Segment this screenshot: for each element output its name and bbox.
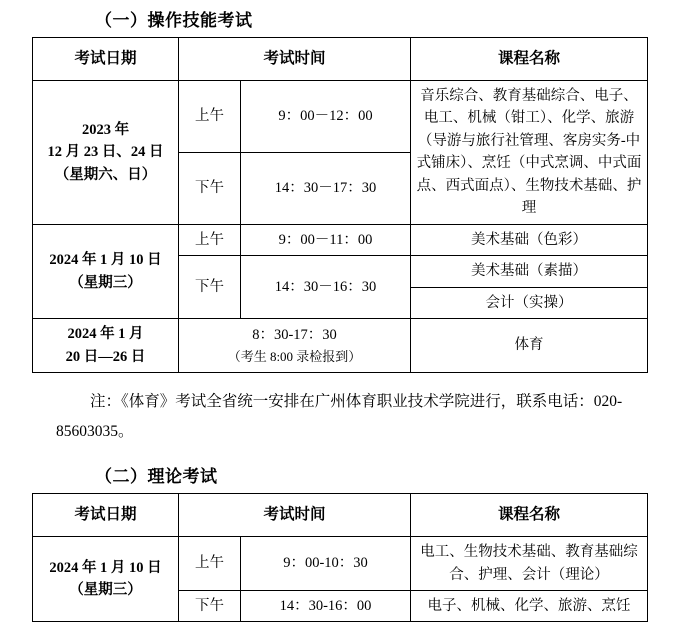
- course-cell: 体育: [411, 319, 648, 373]
- course-cell: 美术基础（色彩）: [411, 224, 648, 255]
- table-row: [33, 537, 648, 591]
- header-exam-time: 考试时间: [179, 38, 411, 81]
- exam-date-line: 2024 年 1 月 10 日: [49, 559, 162, 576]
- time-value-morning: 9：00－11：00: [241, 224, 411, 255]
- exam-date-line: （星期六、日）: [54, 166, 157, 183]
- time-value-morning: 9：00-10：30: [241, 537, 411, 591]
- time-label-afternoon: 下午: [179, 590, 241, 621]
- exam-time-cell: [179, 319, 411, 373]
- table-header-row: [33, 494, 648, 537]
- table-row: [33, 81, 648, 153]
- skills-exam-note: [0, 387, 697, 446]
- time-value-note: （考生 8:00 录检报到）: [227, 348, 362, 364]
- course-cell: 美术基础（素描）: [411, 256, 648, 287]
- exam-date-line: 2023 年: [81, 121, 130, 138]
- exam-date-line: 20 日—26 日: [65, 348, 146, 365]
- document-page: [0, 6, 697, 623]
- exam-date-cell: [33, 81, 179, 225]
- header-course-name: 课程名称: [411, 38, 648, 81]
- table-row: [33, 224, 648, 255]
- table-row: [33, 319, 648, 373]
- exam-date-line: 2024 年 1 月: [67, 326, 144, 343]
- time-label-morning: 上午: [179, 81, 241, 153]
- skills-exam-table: [32, 37, 648, 373]
- time-label-morning: 上午: [179, 224, 241, 255]
- exam-date-cell: [33, 319, 179, 373]
- time-value-main: 8：30-17：30: [252, 327, 337, 344]
- exam-date-line: （星期三）: [69, 582, 142, 599]
- exam-date-line: （星期三）: [69, 274, 142, 291]
- time-label-afternoon: 下午: [179, 256, 241, 319]
- exam-date-line: 2024 年 1 月 10 日: [49, 252, 162, 269]
- header-exam-time: 考试时间: [179, 494, 411, 537]
- course-cell: 会计（实操）: [411, 287, 648, 318]
- time-value-afternoon: 14：30－17：30: [241, 152, 411, 224]
- theory-exam-table: [32, 493, 648, 622]
- header-course-name: 课程名称: [411, 494, 648, 537]
- section-title-theory: （二）理论考试: [95, 467, 218, 487]
- time-value-afternoon: 14：30－16：30: [241, 256, 411, 319]
- time-label-morning: 上午: [179, 537, 241, 591]
- time-label-afternoon: 下午: [179, 152, 241, 224]
- course-cell: 音乐综合、教育基础综合、电子、电工、机械（钳工）、化学、旅游（导游与旅行社管理、客房实务-中式铺床）、烹饪（中式烹调、中式面点、西式面点）、生物技术基础、护理: [411, 81, 648, 225]
- table-header-row: [33, 38, 648, 81]
- exam-date-cell: [33, 537, 179, 622]
- header-exam-date: 考试日期: [33, 38, 179, 81]
- exam-date-line: 12 月 23 日、24 日: [47, 144, 164, 161]
- course-cell: 电工、生物技术基础、教育基础综合、护理、会计（理论）: [411, 537, 648, 591]
- section-title-skills: （一）操作技能考试: [95, 11, 253, 30]
- header-exam-date: 考试日期: [33, 494, 179, 537]
- time-value-morning: 9：00－12：00: [241, 81, 411, 153]
- exam-date-cell: [33, 224, 179, 318]
- time-value-afternoon: 14：30-16：00: [241, 590, 411, 621]
- note-text: 注：《体育》考试全省统一安排在广州体育职业技术学院进行，联系电话：020-85603035。: [56, 393, 623, 440]
- course-cell: 电子、机械、化学、旅游、烹饪: [411, 590, 648, 621]
